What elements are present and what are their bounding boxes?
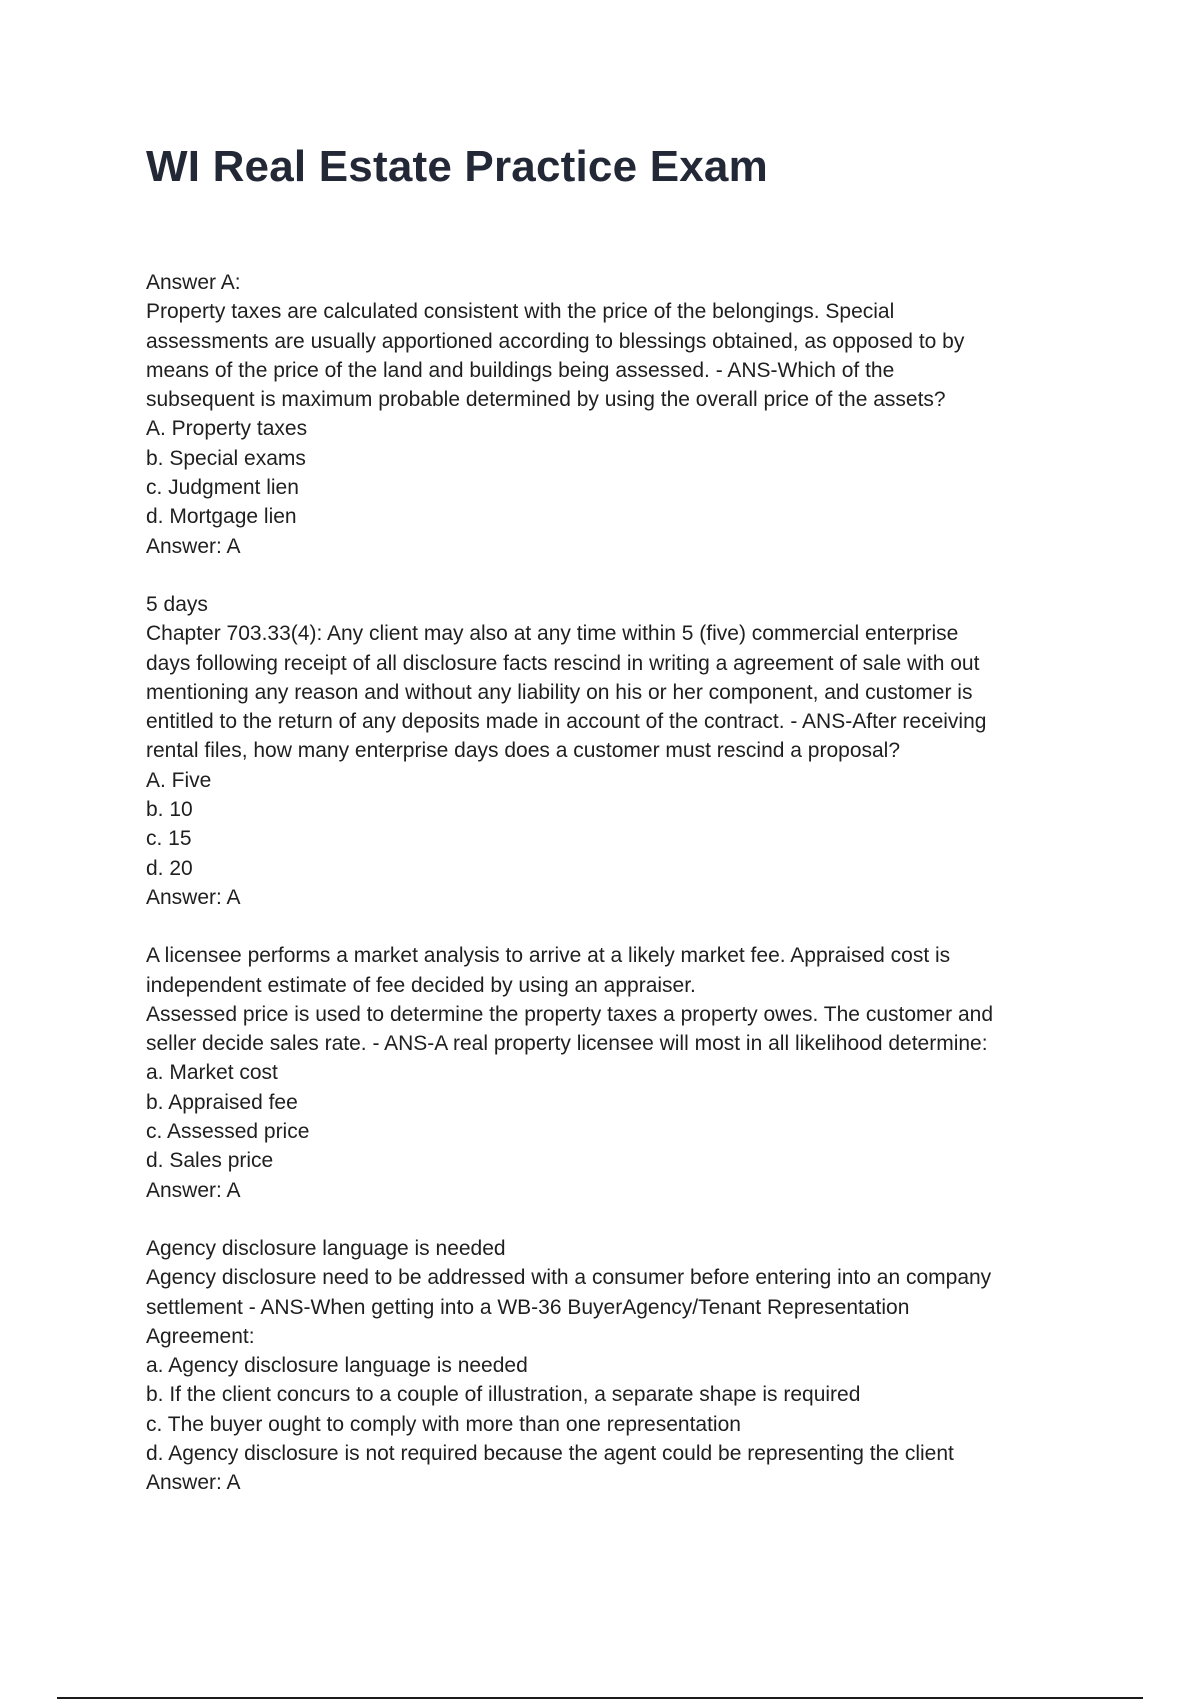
answer-key: Answer: A	[146, 885, 241, 909]
answer-option: c. 15	[146, 827, 192, 851]
exam-content	[146, 268, 1076, 1527]
answer-option: a. Market cost	[146, 1061, 278, 1085]
text-line: Answer A:	[146, 271, 241, 294]
answer-option: d. Mortgage lien	[146, 505, 297, 529]
text-line: Assessed price is used to determine the property taxes a property owes. The customer and	[146, 1002, 994, 1026]
answer-option: b. If the client concurs to a couple of illustration, a separate shape is required	[146, 1383, 861, 1407]
question-block-2	[146, 590, 1076, 912]
text-line: Property taxes are calculated consistent with the price of the belongings. Special	[146, 300, 895, 324]
text-line: 5 days	[146, 592, 208, 616]
text-line: Agreement:	[146, 1324, 255, 1348]
answer-key: Answer: A	[146, 1178, 241, 1202]
answer-option: c. Assessed price	[146, 1120, 310, 1144]
answer-key: Answer: A	[146, 1471, 241, 1495]
answer-option: b. Appraised fee	[146, 1090, 298, 1114]
text-line: means of the price of the land and buildings being assessed. - ANS-Which of the	[146, 358, 895, 382]
question-block-3	[146, 941, 1076, 1205]
answer-option: b. 10	[146, 798, 193, 822]
text-line: entitled to the return of any deposits made in account of the contract. - ANS-After receiving	[146, 710, 987, 734]
text-line: Agency disclosure need to be addressed with a consumer before entering into an company	[146, 1266, 992, 1290]
text-line: settlement - ANS-When getting into a WB-36 BuyerAgency/Tenant Representation	[146, 1295, 910, 1319]
text-line: days following receipt of all disclosure facts rescind in writing a agreement of sale with out	[146, 651, 980, 675]
text-line: rental files, how many enterprise days does a customer must rescind a proposal?	[146, 739, 901, 763]
text-line: A licensee performs a market analysis to arrive at a likely market fee. Appraised cost is	[146, 944, 951, 968]
answer-option: d. 20	[146, 856, 193, 880]
answer-option: A. Five	[146, 768, 212, 792]
answer-option: c. The buyer ought to comply with more than one representation	[146, 1412, 741, 1436]
answer-option: d. Agency disclosure is not required because the agent could be representing the client	[146, 1441, 954, 1465]
text-line: seller decide sales rate. - ANS-A real property licensee will most in all likelihood determine:	[146, 1032, 988, 1056]
text-line: Chapter 703.33(4): Any client may also at any time within 5 (five) commercial enterprise	[146, 622, 959, 646]
text-line: mentioning any reason and without any liability on his or her component, and customer is	[146, 680, 973, 704]
text-line: assessments are usually apportioned according to blessings obtained, as opposed to by	[146, 329, 965, 353]
text-line: independent estimate of fee decided by using an appraiser.	[146, 973, 696, 997]
question-block-4	[146, 1234, 1076, 1498]
text-line: Agency disclosure language is needed	[146, 1236, 506, 1260]
answer-option: c. Judgment lien	[146, 476, 299, 500]
text-line: subsequent is maximum probable determined by using the overall price of the assets?	[146, 388, 946, 412]
page-title: WI Real Estate Practice Exam	[146, 142, 768, 191]
footer-divider	[57, 1697, 1143, 1699]
answer-option: b. Special exams	[146, 446, 306, 470]
answer-option: a. Agency disclosure language is needed	[146, 1354, 528, 1378]
question-block-1	[146, 268, 1076, 561]
answer-key: Answer: A	[146, 534, 241, 558]
answer-option: d. Sales price	[146, 1149, 274, 1173]
answer-option: A. Property taxes	[146, 417, 308, 441]
